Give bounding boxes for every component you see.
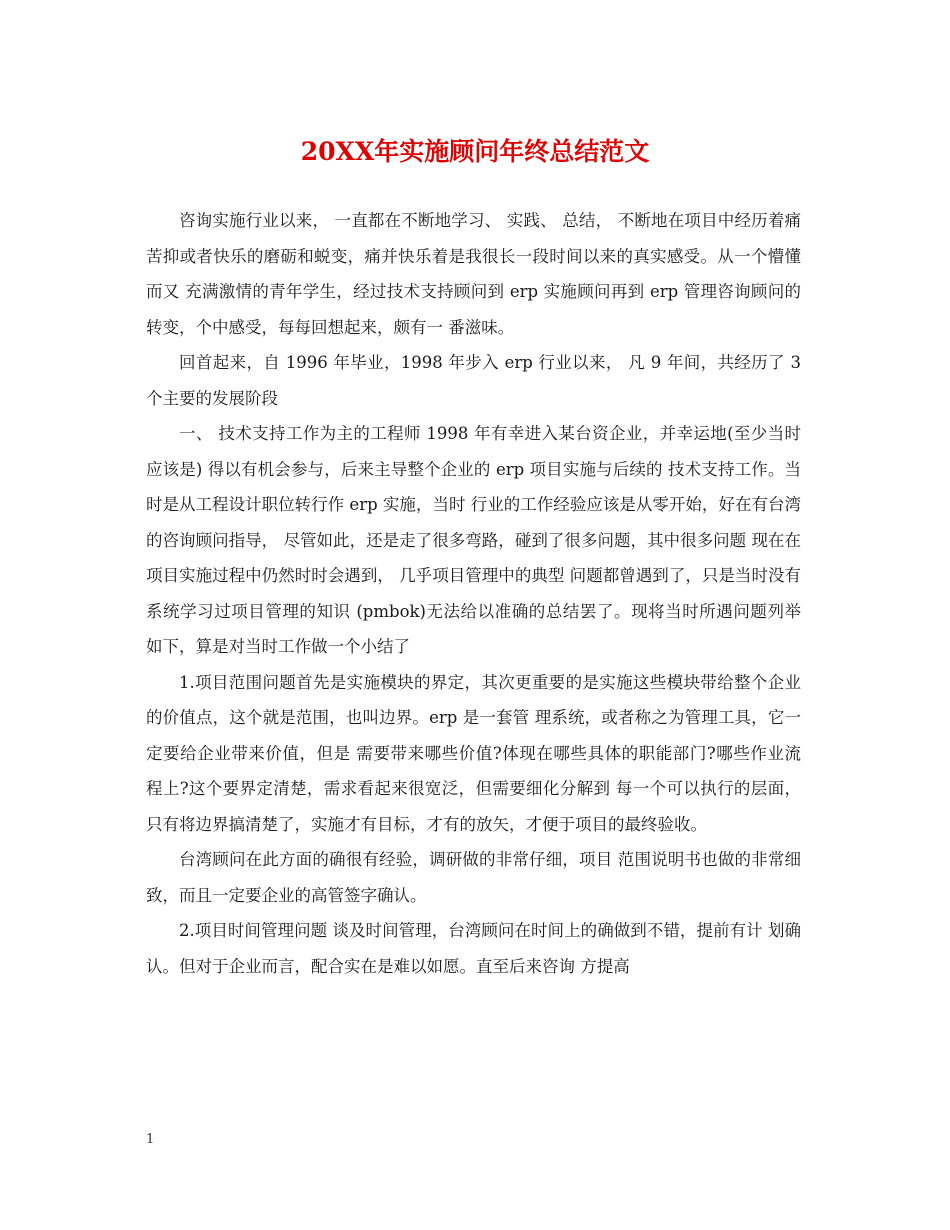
paragraph-review: 回首起来，自 1996 年毕业，1998 年步入 erp 行业以来， 凡 9 年间，共经历了 3 个主要的发展阶段 bbox=[146, 353, 801, 408]
document-title: 20XX年实施顾问年终总结范文 bbox=[300, 137, 650, 166]
paragraph-stage-one: 一、 技术支持工作为主的工程师 1998 年有幸进入某台资企业，并幸运地(至少当时应该是) 得以有机会参与，后来主导整个企业的 erp 项目实施与后续的 技术支持工作。当时是从工程设计职位转行作 erp 实施，当时 行业的工作经验应该是从零开始，好在有台湾的咨询顾问指导， 尽管如此，还是走了很多弯路，碰到了很多问题，其中很多问题 现在在项目实施过程中仍然时时会遇到， 几乎项目管理中的典型 问题都曾遇到了，只是当时没有系统学习过项目管理的知识 (pmbok)无法给以准确的总结罢了。现将当时所遇问题列举 如下，算是对当时工作做一个小结了 bbox=[146, 424, 801, 656]
page-number: 1 bbox=[146, 1132, 155, 1147]
paragraph-time-management: 2.项目时间管理问题 谈及时间管理，台湾顾问在时间上的确做到不错，提前有计 划确认。但对于企业而言，配合实在是难以如愿。直至后来咨询 方提高 bbox=[146, 921, 801, 976]
document-body bbox=[146, 203, 801, 984]
paragraph-scope-issue: 1.项目范围问题首先是实施模块的界定，其次更重要的是实施这些模块带给整个企业的价值点，这个就是范围，也叫边界。erp 是一套管 理系统，或者称之为管理工具，它一定要给企业带来价值，但是 需要带来哪些价值?体现在哪些具体的职能部门?哪些作业流 程上?这个要界定清楚，需求看起来很宽泛，但需要细化分解到 每一个可以执行的层面，只有将边界搞清楚了，实施才有目标，才有的放矢，才便于项目的最终验收。 bbox=[146, 672, 801, 834]
paragraph-intro: 咨询实施行业以来， 一直都在不断地学习、 实践、 总结， 不断地在项目中经历着痛苦抑或者快乐的磨砺和蜕变，痛并快乐着是我很长一段时间以来的真实感受。从一个懵懂而又 充满激情的青年学生，经过技术支持顾问到 erp 实施顾问再到 erp 管理咨询顾问的转变，个中感受，每每回想起来，颇有一 番滋味。 bbox=[146, 211, 801, 337]
paragraph-taiwan-consultant: 台湾顾问在此方面的确很有经验，调研做的非常仔细，项目 范围说明书也做的非常细致，而且一定要企业的高管签字确认。 bbox=[146, 850, 801, 905]
